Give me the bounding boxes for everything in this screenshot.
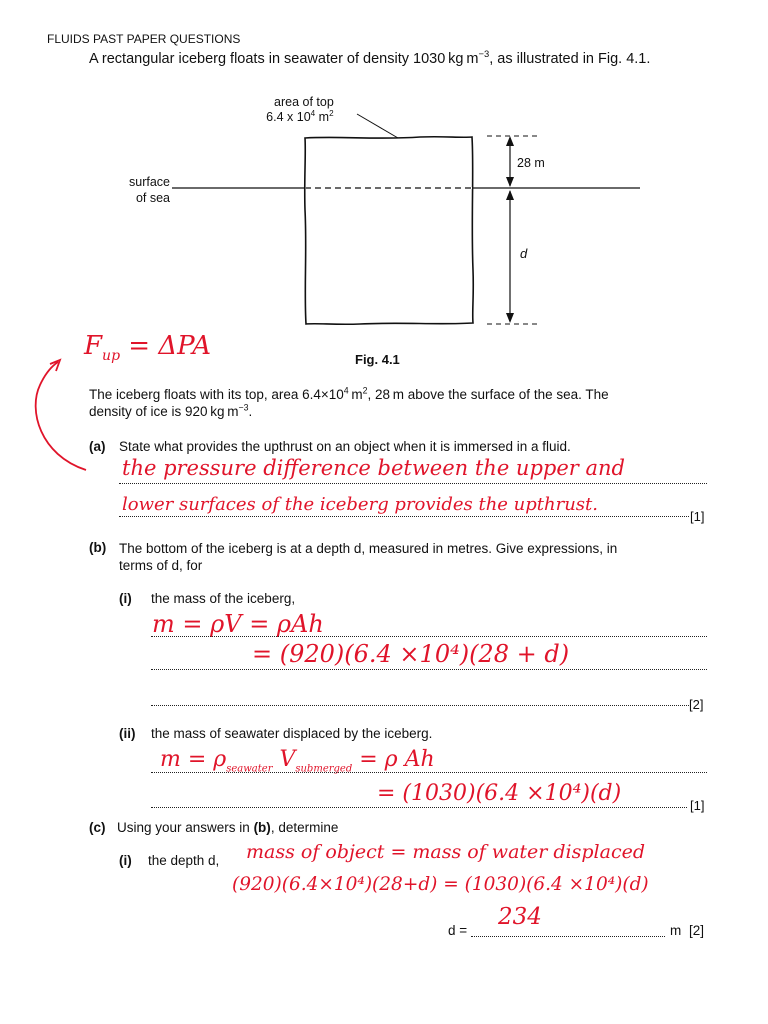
- answer-line[interactable]: [119, 483, 707, 484]
- annotation-arrow: [36, 362, 86, 470]
- result-line[interactable]: [471, 936, 665, 937]
- part-b-ii-answer1: $m = \rho_{seawater}$ $V_{submerged} = \rho$ Ah: [160, 747, 435, 775]
- depth-label: d: [520, 246, 528, 261]
- surface-label: surface of sea: [129, 175, 170, 205]
- part-a-answer-line2: lower surfaces of the iceberg provides the upthrust.: [122, 494, 598, 515]
- part-a-marks: [1]: [690, 509, 705, 524]
- area-label: [266, 95, 334, 125]
- answer-line[interactable]: [151, 772, 707, 773]
- result-value: 234: [498, 904, 542, 930]
- part-b-i-label: (i): [119, 591, 132, 606]
- part-a-label: (a): [89, 439, 106, 454]
- part-b-i-answer1: m = ρV = ρAh: [152, 610, 324, 638]
- area-leader-line: [357, 114, 398, 138]
- part-b-ii-marks: [1]: [690, 798, 705, 813]
- answer-line[interactable]: [151, 705, 689, 706]
- context-paragraph: [89, 386, 609, 420]
- part-b-ii-label: (ii): [119, 726, 136, 741]
- context-line1: The iceberg floats with its top, area $6.4\times 10^4$ $m^2$, 28 m above the surface of the sea. The: [89, 385, 609, 402]
- intro-sup: −3: [478, 48, 490, 60]
- result-unit: m: [670, 923, 682, 938]
- part-b-i-marks: [2]: [689, 697, 704, 712]
- annotation-formula: $F_{up} = \Delta PA$: [84, 331, 212, 365]
- answer-line[interactable]: [151, 669, 707, 670]
- part-b-label: (b): [89, 540, 107, 555]
- part-b-ii-question: the mass of seawater displaced by the iceberg.: [151, 726, 433, 741]
- part-c-marks: [2]: [689, 923, 705, 938]
- intro-post: , as illustrated in Fig. 4.1.: [489, 51, 651, 67]
- part-a-answer-line1: the pressure difference between the upper and: [122, 456, 625, 480]
- context-line2: density of ice is 920 kg $m^{-3}$.: [89, 402, 253, 419]
- part-b-stem: The bottom of the iceberg is at a depth d, measured in metres. Give expressions, in terms of d, for: [119, 541, 618, 573]
- part-c-label: (c): [89, 820, 106, 835]
- answer-line[interactable]: [151, 636, 707, 637]
- figure-caption: Fig. 4.1: [355, 352, 400, 367]
- part-b-ii-answer2: = (1030)(6.4 ×10⁴)(d): [377, 781, 622, 806]
- part-c-i-label: (i): [119, 853, 132, 868]
- part-a-question: State what provides the upthrust on an object when it is immersed in a fluid.: [119, 439, 571, 454]
- intro-text: A rectangular iceberg floats in seawater of density 1030 kg m: [89, 51, 479, 67]
- answer-line[interactable]: [151, 807, 687, 808]
- part-c-i-answer1: mass of object = mass of water displaced: [246, 841, 645, 863]
- result-label: d =: [448, 923, 468, 938]
- page-header: FLUIDS PAST PAPER QUESTIONS: [47, 32, 241, 46]
- part-b-i-answer2: = (920)(6.4 ×10⁴)(28 + d): [252, 640, 570, 668]
- area-label-line1: area of top: [274, 95, 334, 109]
- area-label-line2: 6.4 x $10^4$ $m^2$: [266, 108, 334, 124]
- height-label: 28 m: [517, 156, 545, 170]
- iceberg-outline: [305, 137, 474, 325]
- part-c-i-answer2: (920)(6.4×10⁴)(28+d) = (1030)(6.4 ×10⁴)(d): [232, 874, 649, 895]
- part-b-i-question: the mass of the iceberg,: [151, 591, 296, 606]
- answer-line[interactable]: [119, 516, 689, 517]
- part-c-stem: Using your answers in (b), determine: [117, 820, 339, 835]
- part-c-i-question: the depth d,: [148, 853, 220, 868]
